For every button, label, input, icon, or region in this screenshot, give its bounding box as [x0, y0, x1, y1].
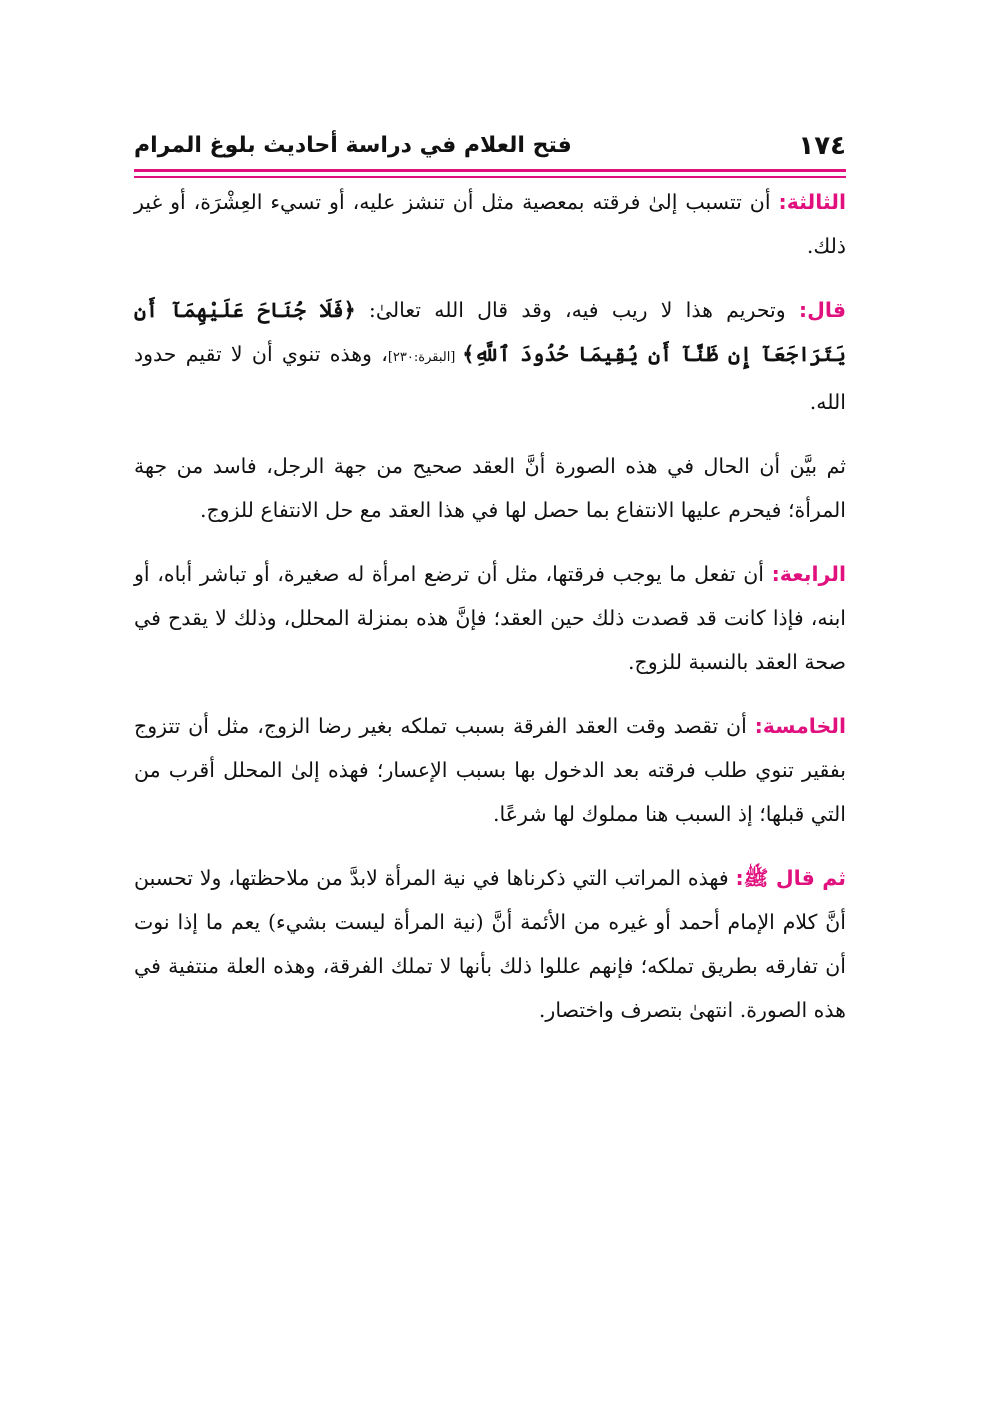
paragraph-text: أن تقصد وقت العقد الفرقة بسبب تملكه بغير رضا الزوج، مثل أن تتزوج بفقير تنوي طلب فرقته بعد الدخول بها بسبب الإعسار؛ فهذه إلىٰ المحلل أقرب من التي قبلها؛ إذ السبب هنا مملوك لها شرعًا. [134, 714, 846, 826]
paragraph-fourth [134, 552, 846, 684]
page-body [134, 180, 846, 1052]
paragraph-conclusion [134, 856, 846, 1032]
paragraph-text-after: ، وهذه تنوي أن لا تقيم حدود الله. [134, 342, 846, 414]
verse-citation: [البقرة:٢٣٠] [387, 350, 463, 365]
paragraph-text: وتحريم هذا لا ريب فيه، وقد قال الله تعالىٰ: [355, 298, 799, 322]
paragraph-text: أن تتسبب إلىٰ فرقته بمعصية مثل أن تنشز عليه، أو تسيء العِشْرَة، أو غير ذلك. [134, 190, 846, 258]
paragraph-text: ثم بيَّن أن الحال في هذه الصورة أنَّ العقد صحيح من جهة الرجل، فاسد من جهة المرأة؛ فيحرم عليها الانتفاع بما حصل لها في هذا العقد مع حل الانتفاع للزوج. [134, 454, 846, 522]
paragraph-third [134, 180, 846, 268]
paragraph-lead: الثالثة: [778, 190, 846, 214]
page-header [134, 128, 846, 164]
running-title: فتح العلام في دراسة أحاديث بلوغ المرام [134, 133, 572, 158]
header-rule-thin [134, 176, 846, 178]
page-number: ١٧٤ [798, 131, 846, 161]
paragraph-lead: الخامسة: [754, 714, 846, 738]
paragraph-lead: الرابعة: [771, 562, 846, 586]
paragraph-fifth [134, 704, 846, 836]
paragraph-lead: قال: [798, 298, 846, 322]
paragraph-text: فهذه المراتب التي ذكرناها في نية المرأة لابدَّ من ملاحظتها، ولا تحسبن أنَّ كلام الإمام أحمد أو غيره من الأئمة أنَّ (نية المرأة ليست بشيء) يعم ما إذا نوت أن تفارقه بطريق تملكه؛ فإنهم عللوا ذلك بأنها لا تملك الفرقة، وهذه العلة منتفية في هذه الصورة. انتهىٰ بتصرف واختصار. [134, 866, 846, 1022]
paragraph-qal [134, 288, 846, 424]
paragraph-text: أن تفعل ما يوجب فرقتها، مثل أن ترضع امرأة له صغيرة، أو تباشر أباه، أو ابنه، فإذا كانت قد قصدت ذلك حين العقد؛ فإنَّ هذه بمنزلة المحلل، وذلك لا يقدح في صحة العقد بالنسبة للزوج. [134, 562, 846, 674]
paragraph-lead: ثم قال ﷺ: [735, 866, 846, 890]
header-rule-thick [134, 169, 846, 172]
quran-verse: ﴿فَلَا جُنَاحَ عَلَيْهِمَآ أَن يَتَرَاجَعَآ إِن ظَنَّآ أَن يُقِيمَا حُدُودَ ٱللَّهِ﴾ [134, 298, 846, 366]
paragraph-explanation [134, 444, 846, 532]
